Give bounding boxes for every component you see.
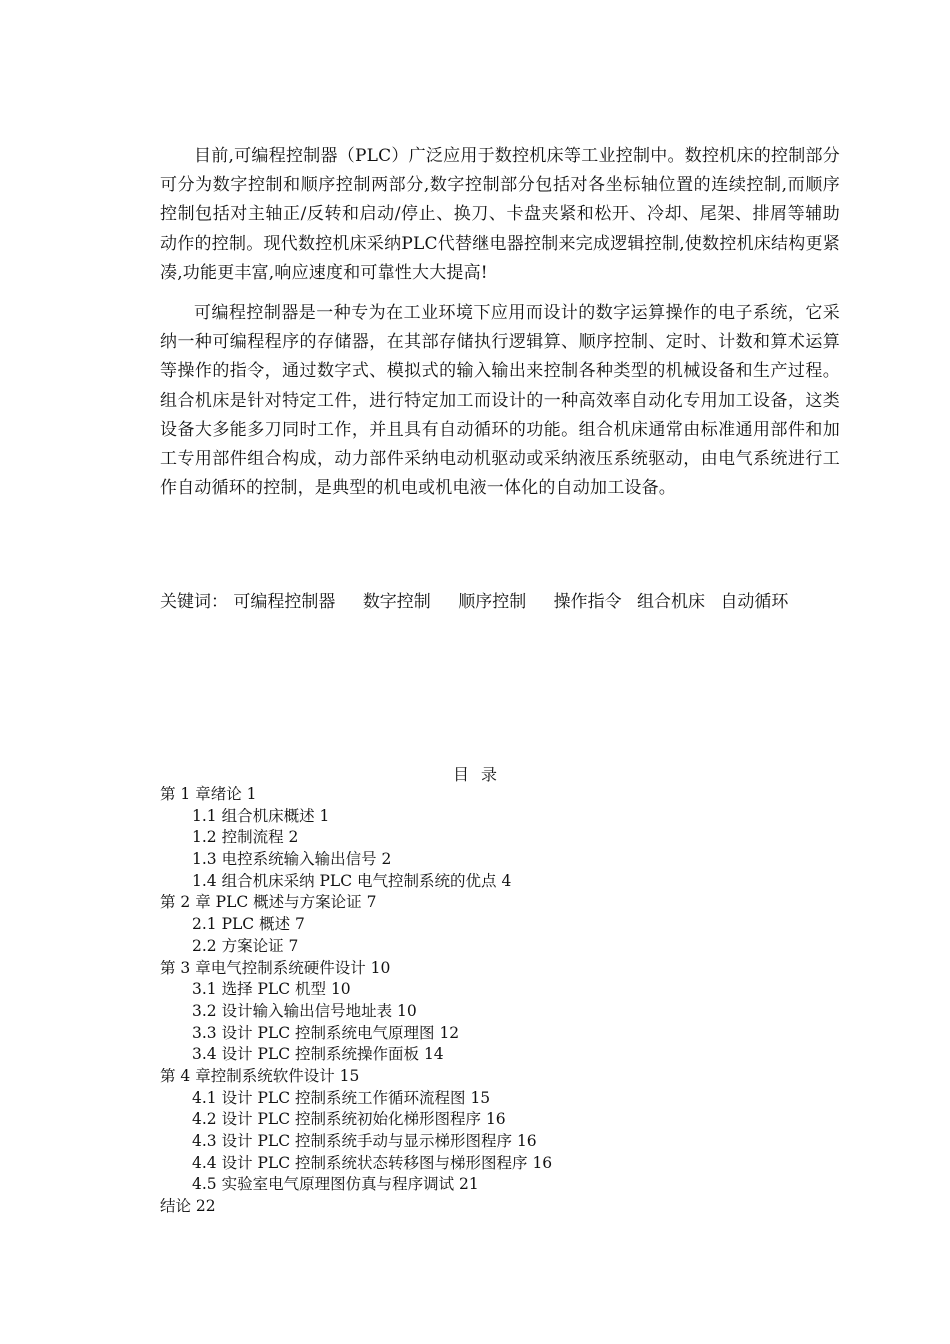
toc-chapter-entry[interactable]: 第 1 章绪论 1 [160, 785, 257, 803]
toc-section-entry[interactable]: 1.1 组合机床概述 1 [192, 806, 330, 825]
toc-section-entry[interactable]: 3.1 选择 PLC 机型 10 [192, 980, 351, 999]
toc-title: 目录 [452, 765, 509, 784]
keywords-label: 关键词： [160, 592, 228, 612]
toc-section-entry[interactable]: 1.3 电控系统输入输出信号 2 [192, 850, 392, 869]
toc-section-entry[interactable]: 2.1 PLC 概述 7 [192, 915, 305, 934]
toc-chapter-entry[interactable]: 第 3 章电气控制系统硬件设计 10 [160, 958, 391, 977]
toc-section-entry[interactable]: 4.4 设计 PLC 控制系统状态转移图与梯形图程序 16 [192, 1153, 553, 1172]
toc-section-entry[interactable]: 1.2 控制流程 2 [192, 828, 299, 847]
toc-chapter-entry[interactable]: 第 2 章 PLC 概述与方案论证 7 [160, 893, 377, 912]
toc-section-entry[interactable]: 4.3 设计 PLC 控制系统手动与显示梯形图程序 16 [192, 1132, 537, 1150]
abstract-paragraph-1: 目前,可编程控制器（PLC）广泛应用于数控机床等工业控制中。数控机床的控制部分可分为数字控制和顺序控制两部分,数字控制部分包括对各坐标轴位置的连续控制,而顺序控制包括对主轴正/反转和启动/停止、换刀、卡盘夹紧和松开、冷却、尾架、排屑等辅助动作的控制。现代数控机床采纳PLC代替继电器控制来完成逻辑控制,使数控机床结构更紧凑,功能更丰富,响应速度和可靠性大大提高! [160, 146, 840, 283]
keywords-line [160, 588, 810, 616]
table-of-contents [160, 784, 860, 1218]
keyword-item: 自动循环 [720, 592, 789, 612]
toc-section-entry[interactable]: 3.4 设计 PLC 控制系统操作面板 14 [192, 1045, 444, 1064]
toc-section-entry[interactable]: 4.5 实验室电气原理图仿真与程序调试 21 [192, 1175, 479, 1194]
toc-section-entry[interactable]: 4.1 设计 PLC 控制系统工作循环流程图 15 [192, 1088, 491, 1107]
abstract-paragraph-2: 可编程控制器是一种专为在工业环境下应用而设计的数字运算操作的电子系统，它采纳一种可编程程序的存储器，在其部存储执行逻辑算、顺序控制、定时、计数和算术运算等操作的指令，通过数字式、模拟式的输入输出来控制各种类型的机械设备和生产过程。组合机床是针对特定工件，进行特定加工而设计的一种高效率自动化专用加工设备，这类设备大多能多刀同时工作，并且具有自动循环的功能。组合机床通常由标准通用部件和加工专用部件组合构成，动力部件采纳电动机驱动或采纳液压系统驱动，由电气系统进行工作自动循环的控制，是典型的机电或机电液一体化的自动加工设备。 [160, 303, 840, 499]
toc-chapter-entry[interactable]: 结论 22 [160, 1197, 216, 1216]
keyword-item: 组合机床 [637, 592, 706, 612]
toc-section-entry[interactable]: 4.2 设计 PLC 控制系统初始化梯形图程序 16 [192, 1110, 506, 1129]
toc-section-entry[interactable]: 3.3 设计 PLC 控制系统电气原理图 12 [192, 1023, 460, 1042]
keyword-item: 顺序控制 [458, 592, 527, 612]
toc-section-entry[interactable]: 2.2 方案论证 7 [192, 936, 299, 955]
toc-section-entry[interactable]: 1.4 组合机床采纳 PLC 电气控制系统的优点 4 [192, 871, 512, 890]
keyword-item: 数字控制 [362, 592, 431, 612]
toc-section-entry[interactable]: 3.2 设计输入输出信号地址表 10 [192, 1001, 417, 1020]
keyword-item: 可编程控制器 [233, 592, 336, 612]
toc-chapter-entry[interactable]: 第 4 章控制系统软件设计 15 [160, 1066, 360, 1085]
keyword-item: 操作指令 [553, 592, 622, 612]
